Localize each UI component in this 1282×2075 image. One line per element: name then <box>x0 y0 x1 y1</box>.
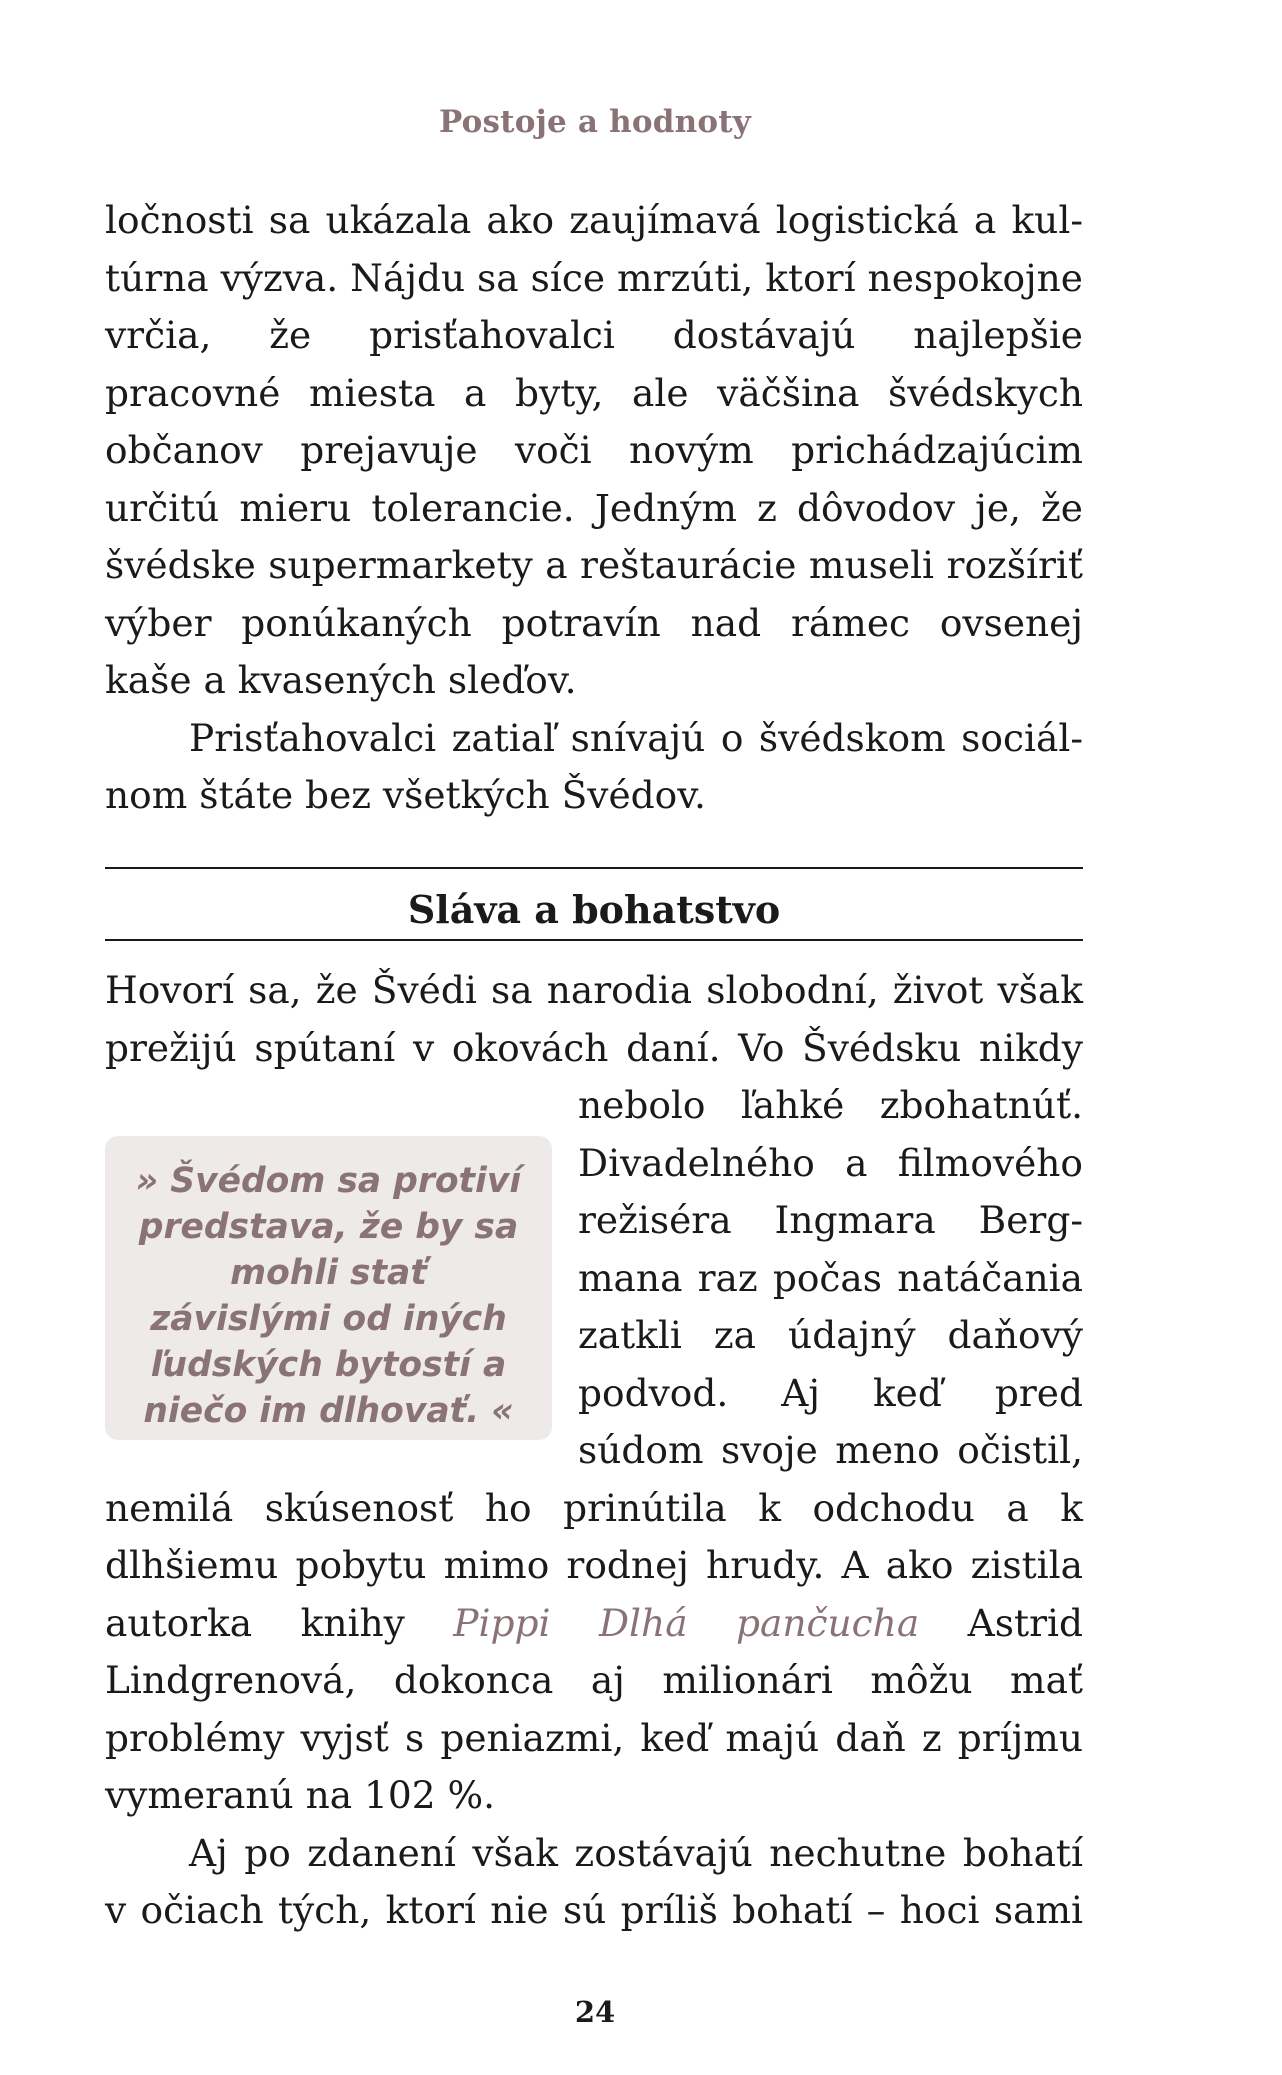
body-text-top <box>105 192 1083 825</box>
running-head: Postoje a hodnoty <box>438 104 752 140</box>
section-heading: Sláva a bohatstvo <box>407 887 781 932</box>
paragraph-1: ločnosti sa ukázala ako zaujímavá logistická a kultúrna výzva. Nájdu sa síce mrzúti, ktorí nespokojne vrčia, že prisťahovalci dostávajú najlepšie pracovné miesta a byty, ale väčšina švédskych občanov prejavuje voči novým prichádzajúcim určitú mieru tolerancie. Jedným z dôvodov je, že švédske supermarkety a reštaurácie museli rozšíriť výber ponúkaných potravín nad rámec ovsenej kaše a kvasených sleďov. <box>105 198 1083 702</box>
paragraph-3 <box>105 962 1083 1825</box>
paragraph-4: Aj po zdanení však zostávajú nechutne bohatí v očiach tých, ktorí nie sú príliš bohatí – hoci sami <box>105 1830 1083 1932</box>
paragraph-3-part-2: nebolo ľahké zbohatnúť. Divadelného a filmového režiséra Ingmara Bergmana raz počas natáčania zatkli za údajný daňový podvod. Aj keď pred súdom svoje meno očistil, nemilá skúsenosť ho prinútila k odchodu a k dlhšiemu pobytu mimo rodnej hrudy. A ako zistila autorka knihy <box>105 1083 1083 1645</box>
pull-quote: » Švédom sa protiví predstava, že by sa mohli stať závislými od iných ľudských bytostí a niečo im dlhovať. « <box>105 1136 552 1440</box>
section-rule-bottom <box>105 939 1083 941</box>
paragraph-2: Prisťahovalci zatiaľ snívajú o švédskom sociálnom štáte bez všetkých Švédov. <box>105 715 1083 817</box>
paragraph-3-part-3: Astrid Lindgrenová, dokonca aj milionári môžu mať problémy vyjsť s peniazmi, keď majú daň z príjmu vymeranú na 102 %. <box>105 1600 1083 1817</box>
book-title: Pippi Dlhá pančucha <box>453 1600 920 1645</box>
body-text-section <box>105 962 1083 1940</box>
paragraph-3-part-1: Hovorí sa, že Švédi sa narodia slobodní, život však prežijú spútaní v okovách daní. Vo Švédsku nikdy <box>105 968 1083 1070</box>
section-rule-top <box>105 867 1083 869</box>
page-number: 24 <box>574 1995 616 2029</box>
